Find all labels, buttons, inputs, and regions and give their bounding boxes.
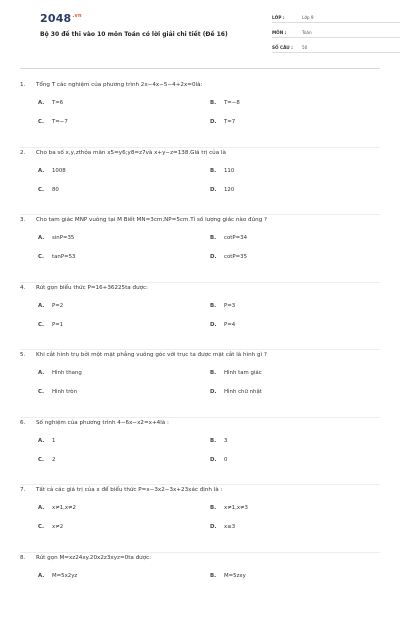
option-c[interactable]: C. 80 — [38, 187, 59, 193]
option-b[interactable]: B. M=5zxy — [210, 573, 246, 579]
question — [20, 283, 380, 351]
question — [20, 148, 380, 216]
option-c[interactable]: C. tanP=53 — [38, 254, 75, 260]
option-a[interactable]: A. P=2 — [38, 303, 63, 309]
question — [20, 350, 380, 418]
option-c[interactable]: C. 2 — [38, 457, 55, 463]
option-c[interactable]: C. x≠2 — [38, 524, 63, 530]
question-text: 4. Rút gọn biểu thức P=16+36225ta được: — [20, 285, 148, 291]
question — [20, 418, 380, 486]
option-a[interactable]: A. Hình thang — [38, 370, 82, 376]
option-b[interactable]: B. Hình tam giác — [210, 370, 262, 376]
option-b[interactable]: B. cotP=34 — [210, 235, 247, 241]
meta-row-grade: LỚP : Lớp 9 — [272, 12, 400, 23]
option-d[interactable]: D. T=7 — [210, 119, 235, 125]
option-a[interactable]: A. sinP=35 — [38, 235, 74, 241]
question-text: 8. Rút gọn M=xz24xy.20x2z3xyz=0ta được: — [20, 555, 151, 561]
header-divider — [20, 68, 380, 69]
meta-row-subject: MÔN : Toán — [272, 27, 400, 38]
question-text: 3. Cho tam giác MNP vuông tại M Biết MN=3cm,NP=5cm.Tỉ số lượng giác nào đúng ? — [20, 217, 267, 223]
option-a[interactable]: A. 1008 — [38, 168, 66, 174]
question-text: 5. Khi cắt hình trụ bởi một mặt phẳng vuông góc với trục ta được mặt cắt là hình gì ? — [20, 352, 267, 358]
option-b[interactable]: B. 3 — [210, 438, 227, 444]
meta-info — [272, 12, 400, 57]
option-b[interactable]: B. x≠1,x≠3 — [210, 505, 248, 511]
question-text: 7. Tất cả các giá trị của x để biểu thức P=x−3x2−3x+23xác định là : — [20, 487, 222, 493]
option-d[interactable]: D. cotP=35 — [210, 254, 247, 260]
option-a[interactable]: A. T=6 — [38, 100, 63, 106]
option-d[interactable]: D. Hình chữ nhật — [210, 389, 262, 395]
question-list — [20, 80, 380, 619]
question — [20, 485, 380, 553]
question-text: 6. Số nghiệm của phương trình 4−6x−x2=x+4là : — [20, 420, 169, 426]
header — [20, 0, 380, 62]
logo[interactable]: $2048^{.vn}$ — [40, 12, 82, 25]
question — [20, 80, 380, 148]
question — [20, 553, 380, 619]
question — [20, 215, 380, 283]
option-b[interactable]: B. P=3 — [210, 303, 235, 309]
option-c[interactable]: C. Hình tròn — [38, 389, 77, 395]
meta-row-count: SỐ CÂU : 50 — [272, 42, 400, 53]
question-text: 2. Cho ba số x,y,zthỏa mãn x5=y6;y8=z7và x+y−z=138.Giá trị của là — [20, 150, 226, 156]
document-title: Bộ 30 đề thi vào 10 môn Toán có lời giải chi tiết (Đề 16) — [40, 31, 230, 38]
option-a[interactable]: A. 1 — [38, 438, 55, 444]
option-d[interactable]: D. 0 — [210, 457, 227, 463]
option-a[interactable]: A. M=5x2yz — [38, 573, 77, 579]
option-b[interactable]: B. 110 — [210, 168, 234, 174]
option-d[interactable]: D. x≥3 — [210, 524, 235, 530]
option-d[interactable]: D. 120 — [210, 187, 234, 193]
option-c[interactable]: C. T=−7 — [38, 119, 68, 125]
option-b[interactable]: B. T=−8 — [210, 100, 240, 106]
option-a[interactable]: A. x≠1,x≠2 — [38, 505, 76, 511]
option-c[interactable]: C. P=1 — [38, 322, 63, 328]
question-text: 1. Tổng T các nghiệm của phương trình 2x−4x−5−4+2x=0là: — [20, 82, 202, 88]
option-d[interactable]: D. P=4 — [210, 322, 235, 328]
